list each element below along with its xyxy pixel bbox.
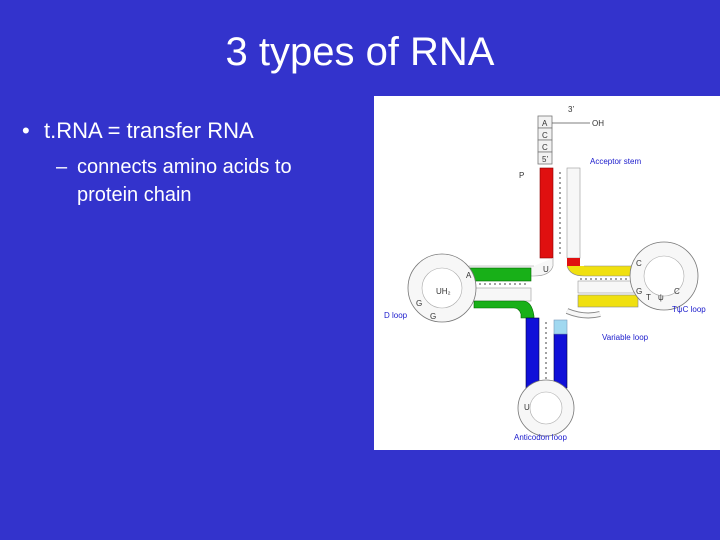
- base-c-tstem: C: [636, 259, 642, 268]
- sub-bullet-text: connects amino acids to protein chain: [77, 156, 292, 206]
- base-u-anticodon: U: [524, 403, 530, 412]
- base-acceptor-c2: C: [542, 143, 548, 152]
- sub-bullet-marker: –: [56, 156, 68, 178]
- label-5prime: 5’: [542, 155, 549, 164]
- label-d-loop: D loop: [384, 311, 408, 320]
- label-anticodon-loop: Anticodon loop: [514, 433, 567, 442]
- variable-loop: [567, 311, 600, 315]
- base-t-loop: T: [646, 293, 651, 302]
- sub-bullet: [56, 153, 356, 209]
- slide-title: 3 types of RNA: [225, 30, 495, 74]
- base-u-top: U: [543, 265, 549, 274]
- base-acceptor-c1: C: [542, 131, 548, 140]
- label-tpsic-loop: TψC loop: [672, 305, 706, 314]
- label-variable-loop: Variable loop: [602, 333, 649, 342]
- label-3prime: 3’: [568, 105, 575, 114]
- d-stem: [469, 258, 553, 318]
- base-a-dloop: A: [466, 271, 472, 280]
- label-acceptor-stem: Acceptor stem: [590, 157, 642, 166]
- t-stem: [567, 266, 638, 307]
- label-p: P: [519, 171, 525, 180]
- base-g-tstem: G: [636, 287, 643, 296]
- base-acceptor-a: A: [542, 119, 548, 128]
- anticodon-stem: [526, 318, 567, 388]
- base-c-loop: C: [674, 287, 680, 296]
- bullet-marker: •: [22, 118, 30, 143]
- tpsic-loop: [630, 242, 698, 310]
- base-g-dloop1: G: [416, 299, 423, 308]
- bullet-trna: [22, 117, 254, 145]
- acceptor-stem: [540, 168, 580, 266]
- base-g-dloop2: G: [430, 312, 437, 321]
- label-uh2: UH₂: [436, 287, 451, 296]
- bullet-text: t.RNA = transfer RNA: [44, 118, 254, 143]
- base-psi-loop: ψ: [658, 293, 664, 302]
- trna-diagram: [374, 96, 720, 450]
- label-oh: OH: [592, 119, 604, 128]
